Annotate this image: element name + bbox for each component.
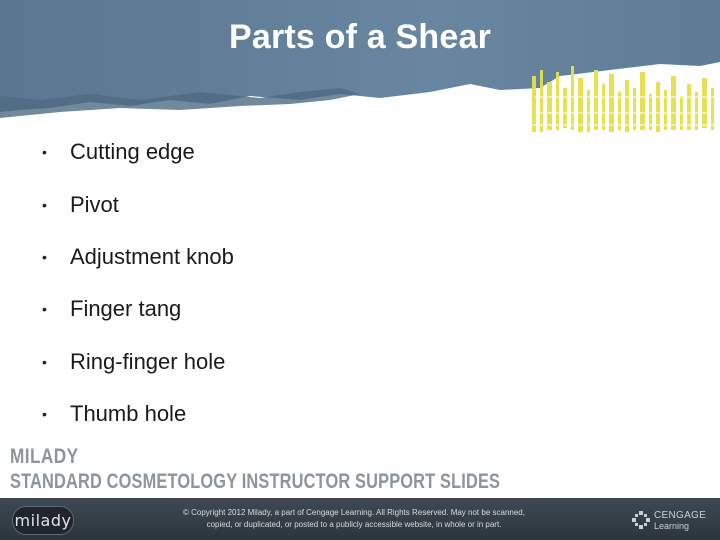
footer-bar	[0, 498, 720, 540]
copyright-line-1: © Copyright 2012 Milady, a part of Cengage Learning. All Rights Reserved. May not be scanned,	[183, 508, 525, 517]
bullet-text: Pivot	[70, 191, 119, 217]
bullet-text: Ring-finger hole	[70, 348, 226, 374]
bullet-icon: •	[42, 144, 47, 161]
publisher-sub: Learning	[654, 521, 690, 531]
brand-wordmark	[10, 446, 638, 492]
copyright-notice	[148, 507, 560, 531]
bullet-item	[42, 336, 234, 388]
bullet-icon: •	[42, 248, 47, 265]
slide-title: Parts of a Shear	[228, 18, 492, 56]
bullet-icon: •	[42, 406, 47, 423]
bullet-item	[42, 231, 234, 283]
bullet-icon: •	[42, 301, 47, 318]
bullet-item	[42, 178, 234, 230]
publisher-name: CENGAGE	[654, 510, 707, 521]
cengage-mark-icon	[632, 511, 650, 529]
logo-text: milady	[14, 511, 72, 530]
copyright-line-2: copied, or duplicated, or posted to a publicly accessible website, in whole or in part.	[206, 520, 502, 529]
bullet-list	[42, 126, 234, 440]
bullet-icon: •	[42, 353, 47, 370]
milady-logo	[12, 506, 74, 535]
slide-header-banner	[0, 0, 720, 140]
bullet-icon: •	[42, 196, 47, 213]
bullet-text: Cutting edge	[70, 139, 195, 165]
cengage-logo	[632, 508, 712, 532]
bullet-text: Adjustment knob	[70, 243, 234, 269]
bullet-text: Finger tang	[70, 296, 182, 322]
bullet-text: Thumb hole	[70, 401, 187, 427]
bullet-item	[42, 388, 234, 440]
bullet-item	[42, 283, 234, 335]
brand-line-2: STANDARD COSMETOLOGY INSTRUCTOR SUPPORT SLIDES	[10, 470, 501, 493]
bullet-item	[42, 126, 234, 178]
brand-line-1: MILADY	[10, 445, 79, 468]
